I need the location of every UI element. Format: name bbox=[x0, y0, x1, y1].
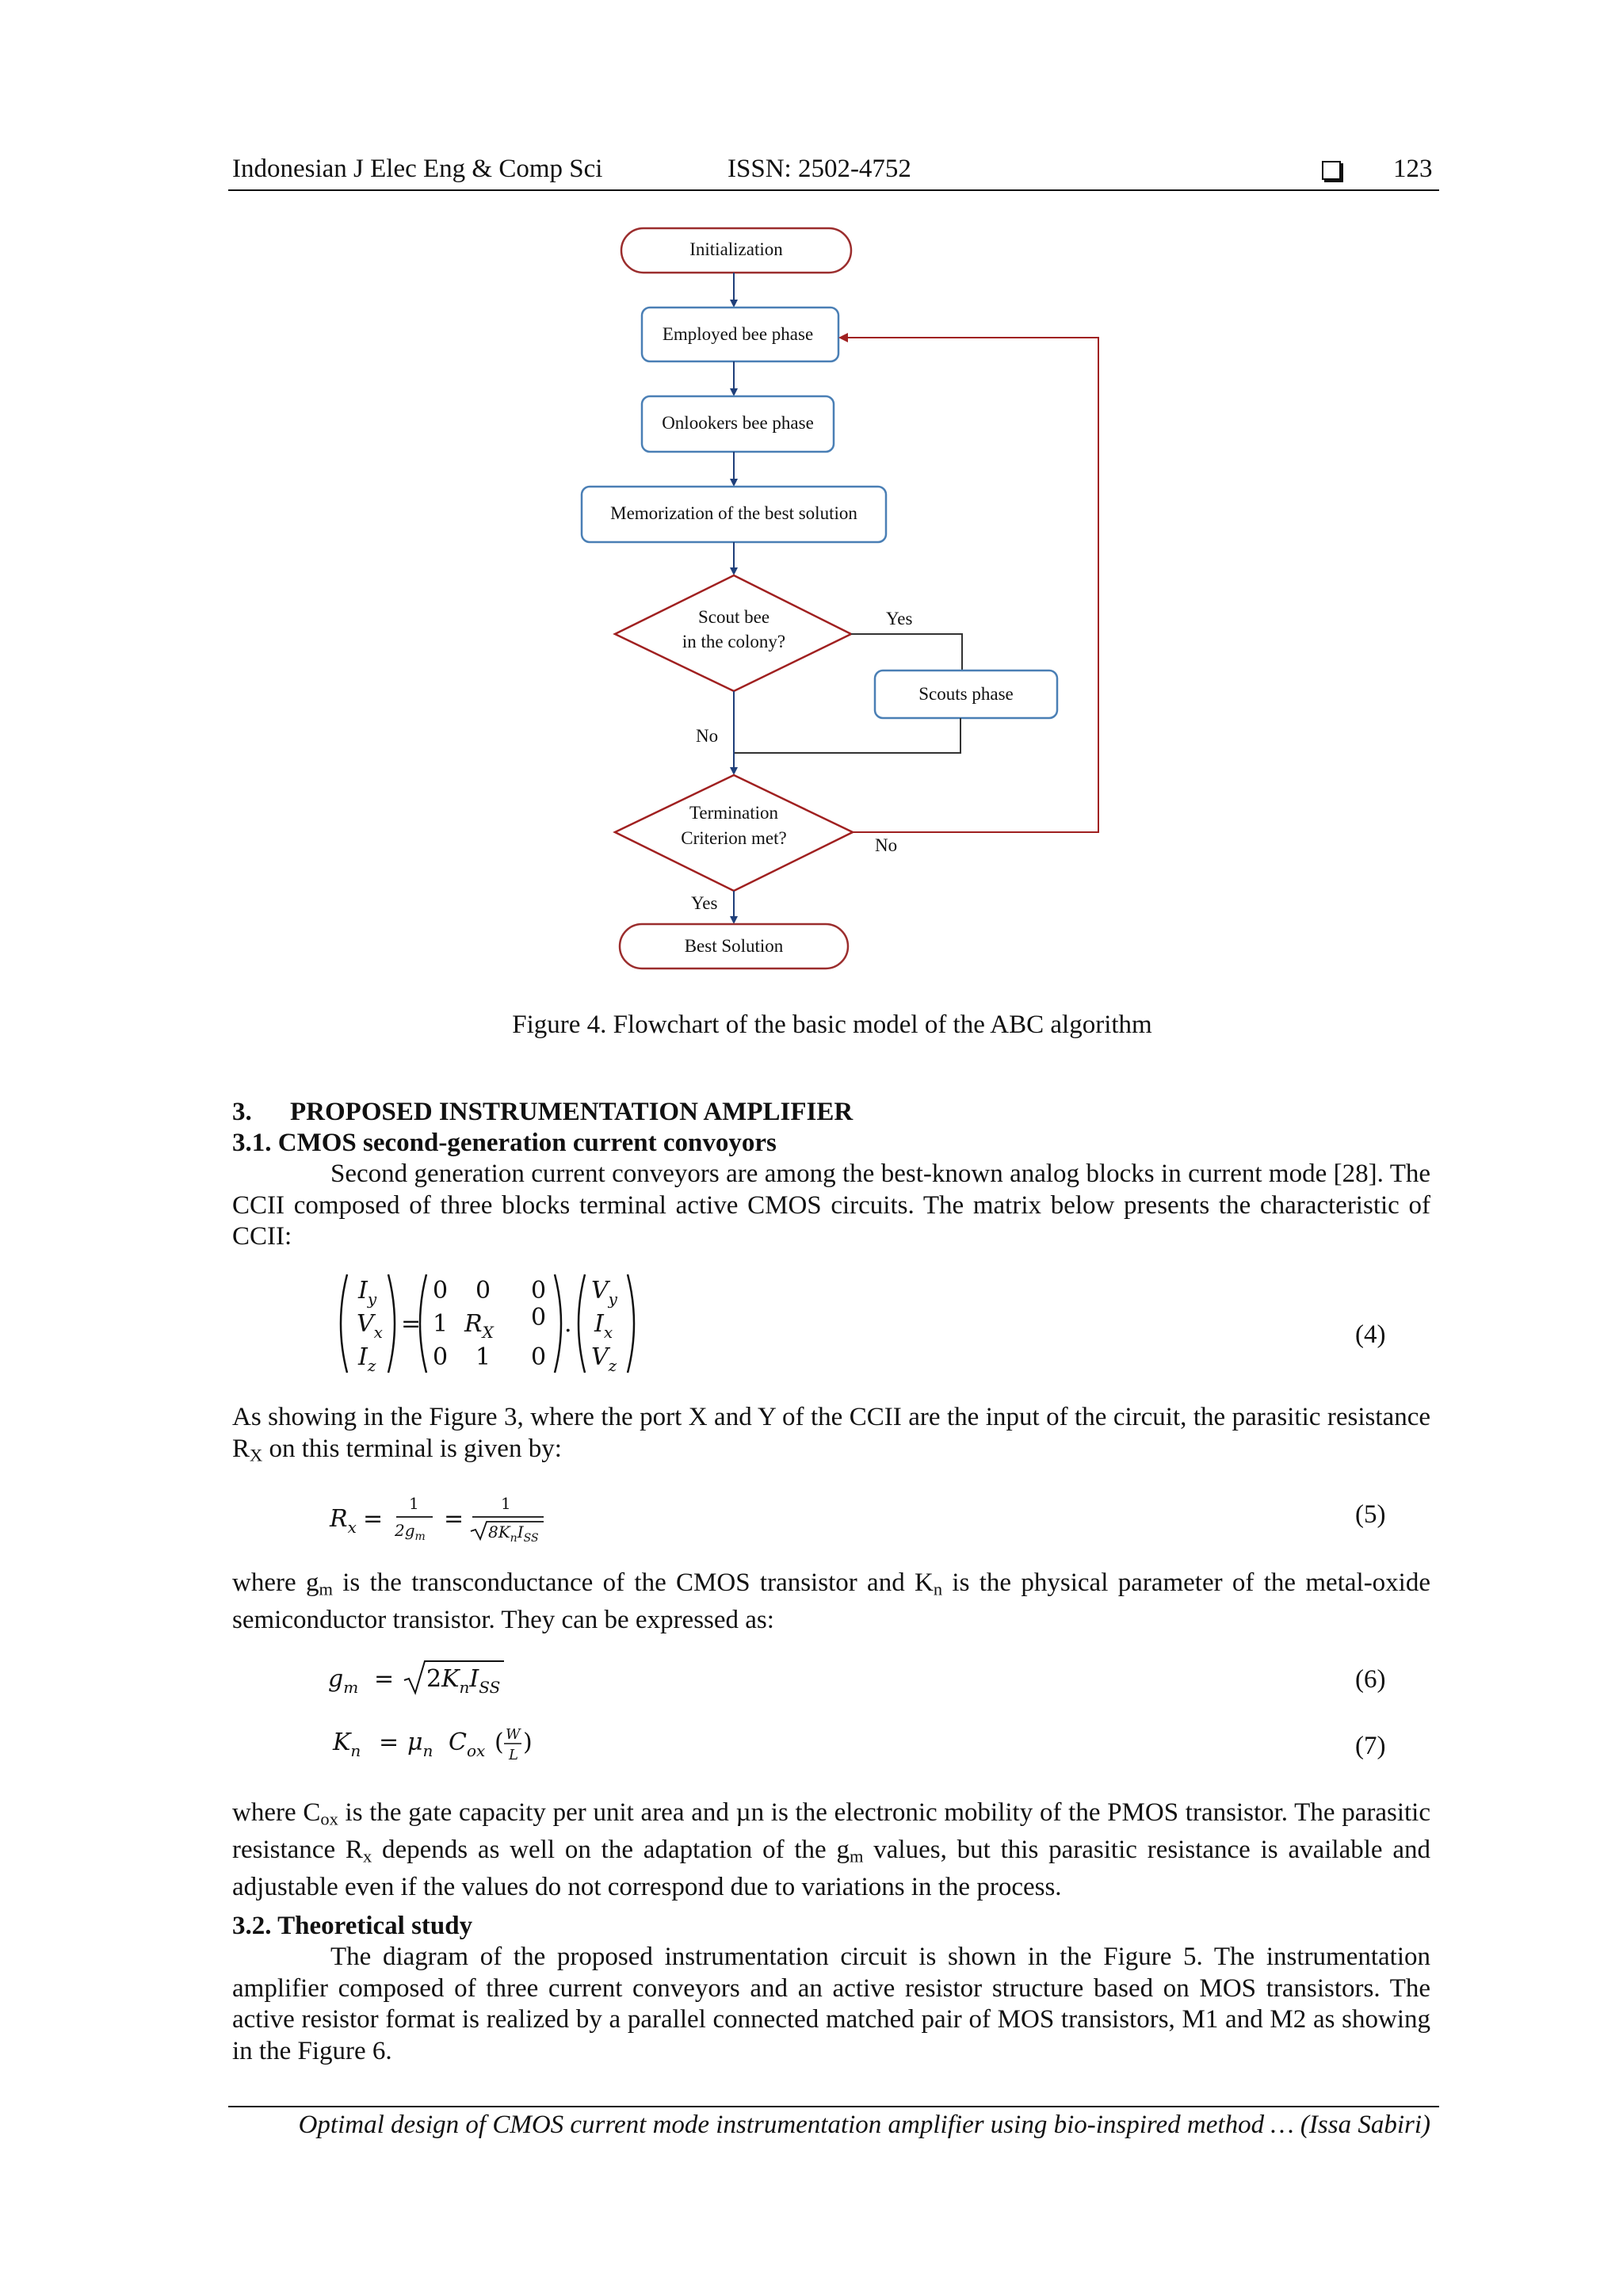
svg-text:1: 1 bbox=[475, 1343, 491, 1371]
svg-text:RX: $R_X$ bbox=[464, 1310, 494, 1342]
svg-text:1: 1 bbox=[501, 1494, 511, 1513]
equation-5 bbox=[325, 1490, 579, 1553]
issn: ISSN: 2502-4752 bbox=[727, 155, 911, 183]
section-title: PROPOSED INSTRUMENTATION AMPLIFIER bbox=[290, 1098, 854, 1126]
paragraph-rx-sub: x bbox=[362, 1846, 372, 1866]
equation-5-number: (5) bbox=[1355, 1500, 1386, 1529]
equation-6 bbox=[325, 1656, 531, 1704]
svg-text:2KnISS: $2K_nI_{SS}$ bbox=[426, 1665, 501, 1697]
memorization-label: Memorization of the best solution bbox=[610, 503, 857, 523]
equation-7 bbox=[330, 1718, 536, 1774]
paragraph-ccii-text: Second generation current conveyors are among the best-known analog blocks in current mode [28]. The CCII composed of three blocks terminal active CMOS circuits. The matrix below presents the characteristic of CCII: bbox=[232, 1159, 1430, 1251]
paragraph-gate-capacity bbox=[232, 1797, 1430, 1904]
svg-text:L: L bbox=[509, 1747, 518, 1763]
termination-yes-label: Yes bbox=[691, 893, 718, 913]
svg-text:Ix: $I_x$ bbox=[594, 1310, 613, 1342]
svg-text:Vz: $V_z$ bbox=[591, 1343, 617, 1375]
svg-text:Cox: $C_{ox}$ bbox=[449, 1729, 486, 1760]
svg-text:8KnISS: $8K_nI_{SS}$ bbox=[488, 1522, 539, 1545]
svg-text:1: 1 bbox=[433, 1310, 449, 1338]
paragraph-gm-text-a: where g bbox=[232, 1568, 319, 1597]
svg-text:Vx: $V_x$ bbox=[357, 1310, 383, 1342]
running-footer: Optimal design of CMOS current mode instrumentation amplifier using bio-inspired method … (Issa Sabiri) bbox=[298, 2111, 1430, 2139]
termination-line1: Termination bbox=[689, 803, 779, 823]
svg-text:.: . bbox=[564, 1310, 572, 1338]
subsection-3-1-heading: 3.1. CMOS second-generation current convoyors bbox=[232, 1129, 777, 1157]
svg-text:0: 0 bbox=[475, 1277, 491, 1305]
svg-text:Iz: $I_z$ bbox=[358, 1343, 376, 1375]
paragraph-cox-text-b: is the gate capacity per unit area and µn is the electronic mobility of the PMOS transistor. The parasitic resistance R bbox=[232, 1798, 1430, 1865]
paragraph-theoretical-text: The diagram of the proposed instrumentation circuit is shown in the Figure 5. The instrumentation amplifier composed of three current conveyors and an active resistor structure based on MOS transistors. The active resistor format is realized by a parallel connected matched pair of MOS transistors, M1 and M2 as showing in the Figure 6. bbox=[232, 1943, 1430, 2065]
svg-text:=: = bbox=[444, 1505, 464, 1533]
paragraph-ccii-intro bbox=[232, 1159, 1430, 1253]
initialization-label: Initialization bbox=[689, 239, 783, 259]
svg-text:0: 0 bbox=[433, 1343, 449, 1371]
termination-line2: Criterion met? bbox=[681, 828, 787, 848]
termination-no-label: No bbox=[875, 835, 898, 855]
equation-7-number: (7) bbox=[1355, 1732, 1386, 1760]
section-number: 3. bbox=[232, 1098, 252, 1126]
journal-name: Indonesian J Elec Eng & Comp Sci bbox=[232, 155, 603, 183]
svg-text:): ) bbox=[523, 1729, 533, 1756]
paragraph-theoretical bbox=[232, 1942, 1430, 2067]
svg-text:=: = bbox=[363, 1505, 384, 1533]
paragraph-gm2-sub: m bbox=[850, 1846, 864, 1866]
abc-flowchart bbox=[0, 0, 1623, 999]
paragraph-gm-text-b: is the transconductance of the CMOS transistor and K bbox=[332, 1568, 934, 1597]
paragraph-cox-sub: ox bbox=[320, 1809, 338, 1829]
paragraph-cox-text-a: where C bbox=[232, 1798, 321, 1827]
svg-text:(: ( bbox=[495, 1729, 504, 1756]
page-number: 123 bbox=[1393, 155, 1433, 183]
connector-scouts-return bbox=[734, 718, 960, 753]
paragraph-parasitic bbox=[232, 1402, 1430, 1471]
paragraph-parasitic-text-a: As showing in the Figure 3, where the port X and Y of the CCII are the input of the circuit, the parasitic resistance R bbox=[232, 1403, 1430, 1463]
equation-4-number: (4) bbox=[1355, 1320, 1386, 1349]
onlookers-bee-label: Onlookers bee phase bbox=[662, 413, 814, 433]
paragraph-cox-text-c: depends as well on the adaptation of the g bbox=[372, 1836, 850, 1865]
svg-text:Kn: $K_n$ bbox=[333, 1729, 361, 1760]
scout-line1: Scout bee bbox=[697, 607, 770, 627]
svg-text:0: 0 bbox=[531, 1277, 547, 1305]
scout-no-label: No bbox=[696, 726, 719, 746]
scout-line2: in the colony? bbox=[682, 632, 786, 651]
svg-text:=: = bbox=[374, 1665, 395, 1693]
subsection-3-2-heading: 3.2. Theoretical study bbox=[232, 1912, 473, 1940]
svg-text:Rx: $R_x$ bbox=[330, 1505, 357, 1537]
svg-text:Vy: $V_y$ bbox=[591, 1277, 617, 1308]
paragraph-parasitic-sub: X bbox=[250, 1445, 263, 1465]
employed-bee-label: Employed bee phase bbox=[662, 324, 814, 344]
svg-text:0: 0 bbox=[531, 1304, 547, 1331]
svg-text:0: 0 bbox=[433, 1277, 449, 1305]
equation-4-matrix bbox=[333, 1268, 666, 1379]
svg-text:2gm: $2g_m$ bbox=[395, 1521, 426, 1543]
paragraph-gm-text-c: is the physical parameter of the metal-oxide semiconductor transistor. They can be expressed as: bbox=[232, 1568, 1430, 1635]
paragraph-cox-text-d: values, but this parasitic resistance is available and adjustable even if the values do not correspond due to variations in the process. bbox=[232, 1836, 1431, 1902]
svg-text:0: 0 bbox=[531, 1343, 547, 1371]
best-solution-label: Best Solution bbox=[684, 936, 784, 956]
arrow-termination-no-loop bbox=[840, 338, 1098, 832]
svg-text:Iy: $I_y$ bbox=[358, 1277, 377, 1308]
equation-6-number: (6) bbox=[1355, 1665, 1386, 1694]
paragraph-kn-sub: n bbox=[933, 1579, 943, 1599]
section-heading bbox=[232, 1096, 853, 1128]
scout-yes-label: Yes bbox=[886, 609, 913, 628]
svg-text:gm: $g_m$ bbox=[328, 1665, 359, 1697]
figure-caption: Figure 4. Flowchart of the basic model of the ABC algorithm bbox=[512, 1010, 1152, 1039]
svg-text:1: 1 bbox=[409, 1494, 419, 1513]
svg-text:=: = bbox=[379, 1729, 399, 1756]
paragraph-parasitic-text-b: on this terminal is given by: bbox=[262, 1434, 562, 1463]
svg-text:W: W bbox=[506, 1726, 521, 1743]
svg-text:=: = bbox=[401, 1310, 422, 1338]
svg-text:μn: $\mu_n$ bbox=[407, 1729, 433, 1760]
scouts-phase-label: Scouts phase bbox=[918, 684, 1014, 704]
paragraph-transconductance bbox=[232, 1568, 1430, 1637]
connector-scout-yes bbox=[851, 634, 962, 670]
paragraph-gm-sub: m bbox=[319, 1579, 333, 1599]
footer-rule bbox=[228, 2106, 1439, 2107]
